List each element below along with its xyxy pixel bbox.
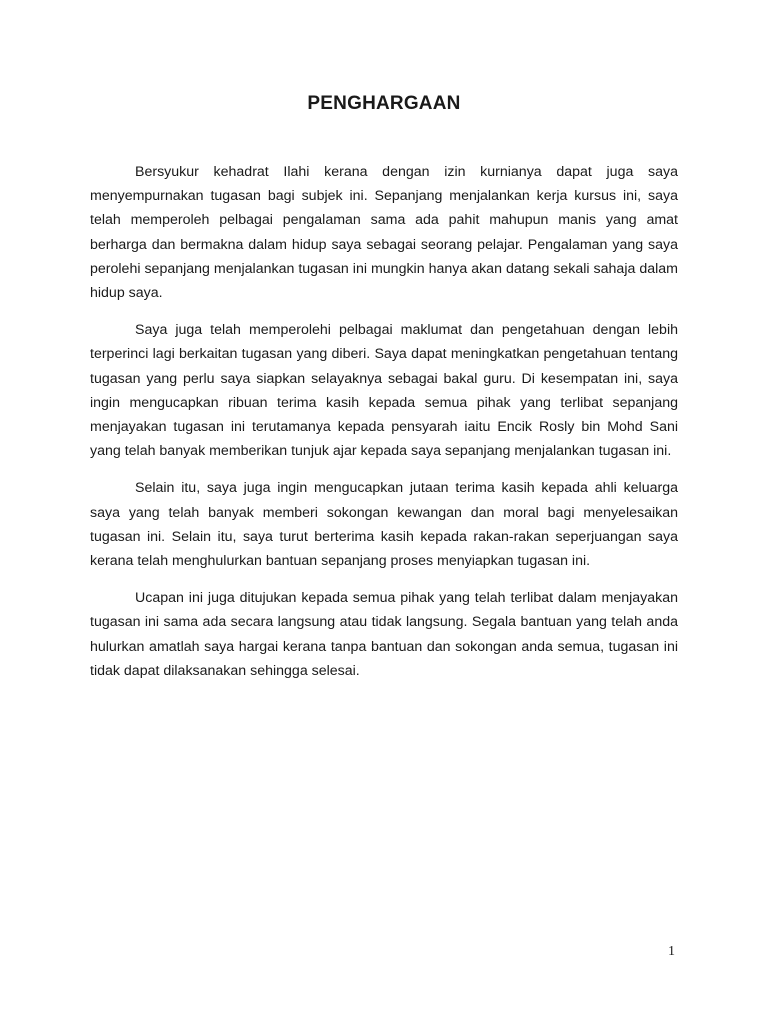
- page-title: PENGHARGAAN: [307, 93, 461, 114]
- paragraph-1: Bersyukur kehadrat Ilahi kerana dengan izin kurnianya dapat juga saya menyempurnakan tugasan bagi subjek ini. Sepanjang menjalankan kerja kursus ini, saya telah memperoleh pelbagai pengalaman sama ada pahit mahupun manis yang amat berharga dan bermakna dalam hidup saya sebagai seorang pelajar. Pengalaman yang saya perolehi sepanjang menjalankan tugasan ini mungkin hanya akan datang sekali sahaja dalam hidup saya.: [90, 164, 678, 302]
- paragraph-3: Selain itu, saya juga ingin mengucapkan jutaan terima kasih kepada ahli keluarga saya yang telah banyak memberi sokongan kewangan dan moral bagi menyelesaikan tugasan ini. Selain itu, saya turut berterima kasih kepada rakan-rakan seperjuangan saya kerana telah menghulurkan bantuan sepanjang proses menyiapkan tugasan ini.: [90, 480, 678, 570]
- body-text: [90, 160, 678, 696]
- page-number: 1: [668, 944, 675, 959]
- paragraph-4: Ucapan ini juga ditujukan kepada semua pihak yang telah terlibat dalam menjayakan tugasan ini sama ada secara langsung atau tidak langsung. Segala bantuan yang telah anda hulurkan amatlah saya hargai kerana tanpa bantuan dan sokongan anda semua, tugasan ini tidak dapat dilaksanakan sehingga selesai.: [90, 590, 678, 679]
- paragraph-2: Saya juga telah memperolehi pelbagai maklumat dan pengetahuan dengan lebih terperinci lagi berkaitan tugasan yang diberi. Saya dapat meningkatkan pengetahuan tentang tugasan yang perlu saya siapkan selayaknya sebagai bakal guru. Di kesempatan ini, saya ingin mengucapkan ribuan terima kasih kepada semua pihak yang terlibat sepanjang menjayakan tugasan ini terutamanya kepada pensyarah iaitu Encik Rosly bin Mohd Sani yang telah banyak memberikan tunjuk ajar kepada saya sepanjang menjalankan tugasan ini.: [90, 322, 678, 460]
